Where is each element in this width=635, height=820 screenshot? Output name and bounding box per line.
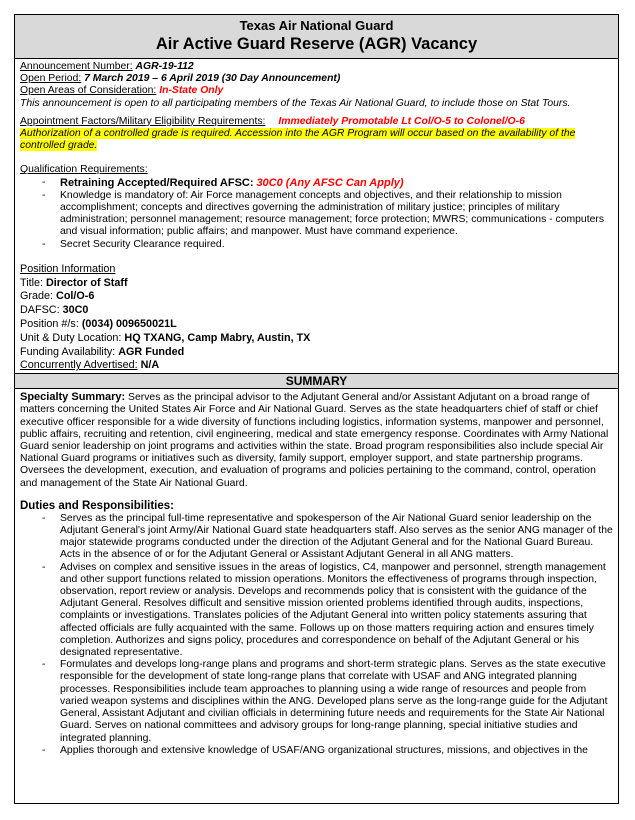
position-concurrent-line (20, 359, 613, 373)
funding-value: AGR Funded (118, 345, 185, 358)
list-item: - Advises on complex and sensitive issues in the areas of logistics, C4, manpower and personnel, strength management and other support functions related to mission operations. Monitors the effectiveness of programs through inspection, observation, report review or analysis. Develops and recommends policy that is consistent with the guidance of the Adjutant General. Resolves difficult and sensitive mission oriented problems identified through audits, inspections, complaints or investigations. Translates policies of the Adjutant General into written policy statements assuring that affected officials are fully acquainted with the same. Follows up on those matters requiring action and ensures timely completion. Authorizes and signs policy, procedures and correspondence on behalf of the Adjutant General or his designated representative. (42, 562, 613, 660)
qualification-list (20, 177, 613, 251)
unit-value: HQ TXANG, Camp Mabry, Austin, TX (124, 331, 311, 344)
specialty-summary (20, 391, 613, 490)
grade-label: Grade: (20, 290, 54, 303)
title-value: Director of Staff (46, 276, 128, 289)
factors-note: Authorization of a controlled grade is required. Accession into the AGR Program will occur based on the availability of the controlled grade. (20, 128, 576, 152)
retraining-label: Retraining Accepted/Required AFSC: (60, 176, 254, 189)
announcement-number-value: AGR-19-112 (135, 61, 194, 72)
position-funding-line (20, 346, 613, 360)
open-period-line (20, 73, 613, 85)
open-areas-value: In-State Only (159, 85, 224, 97)
factors-label: Appointment Factors/Military Eligibility Requirements: (20, 115, 266, 127)
open-areas-label: Open Areas of Consideration: (20, 85, 157, 97)
factors-value: Immediately Promotable Lt Col/O-5 to Colonel/O-6 (278, 115, 525, 127)
list-item: - Serves as the principal full-time representative and spokesperson of the Air National Guard senior leadership on the Adjutant General's joint Army/Air National Guard state headquarters staff. Also serves as the senior ANG manager of the major statewide programs conducted under the direction of the Adjutant General and for the National Guard Bureau. Acts in the absence of or for the Adjutant General or Assistant Adjutant General in all ANG matters. (42, 513, 613, 562)
organization-name: Texas Air National Guard (239, 18, 394, 33)
list-item (42, 177, 613, 190)
factors-note-wrap (20, 128, 613, 152)
position-heading: Position Information (20, 262, 116, 275)
open-period-value: 7 March 2019 – 6 April 2019 (30 Day Announcement) (84, 73, 341, 85)
title-label: Title: (20, 276, 43, 289)
open-areas-note: This announcement is open to all participating members of the Texas Air National Guard, to include those on Stat Tours. (20, 97, 571, 109)
list-item: - Applies thorough and extensive knowledge of USAF/ANG organizational structures, missions, and objectives in the (42, 745, 613, 757)
posnum-label: Position #/s: (20, 318, 79, 331)
qualification-section (15, 164, 618, 250)
concurrent-value: N/A (140, 359, 160, 372)
concurrent-label: Concurrently Advertised: (20, 359, 138, 372)
announcement-number-label: Announcement Number: (20, 61, 133, 72)
dafsc-label: DAFSC: (20, 304, 60, 317)
position-number-line (20, 318, 613, 332)
qualification-heading: Qualification Requirements: (20, 164, 148, 176)
position-unit-line (20, 332, 613, 346)
retraining-value: 30C0 (Any AFSC Can Apply) (256, 176, 404, 189)
factors-line (20, 116, 613, 128)
position-dafsc-line (20, 304, 613, 318)
specialty-text: Serves as the principal advisor to the Adjutant General and/or Assistant Adjutant on a broad range of matters concerning the United States Air Force and Air National Guard. Serves as the state headquarters chief of staff or chief executive officer responsible for a wide diversity of functions including logistics, information systems, manpower and personnel, public affairs, recruiting and retention, civil engineering, medical and state emergency response. Coordinates with Army National Guard senior leadership on joint programs and activities within the state. Broad program responsibilities also include special Air National Guard programs or initiatives such as diversity, family support, employer support, and state partnership programs. Oversees the development, execution, and evaluation of programs and policies pertaining to the command, control, operation and management of the State Air National Guard. (20, 392, 609, 489)
position-section (15, 263, 618, 373)
announcement-section (15, 59, 618, 152)
funding-label: Funding Availability: (20, 345, 116, 358)
grade-value: Col/O-6 (56, 290, 95, 303)
duties-list (20, 513, 613, 757)
position-grade-line (20, 290, 613, 304)
summary-bar: SUMMARY (15, 373, 618, 389)
document-header (15, 15, 618, 59)
list-item: - Formulates and develops long-range plans and programs and short-term strategic plans. Serves as the state executive responsible for the development of state long-range plans that correlate with USAF and ANG integrated planning processes. Responsibilities include team approaches to planning using a wide range of resources and people from varied weapon systems and disciplines within the ANG. Developed plans serve as the long-range guide for the Adjutant General, Assistant Adjutant and civilian officials in determining future needs and requirements for the State Air National Guard. Serves on national committees and advisory groups for long-range planning, special initiative studies and integrated planning. (42, 659, 613, 744)
vacancy-document (14, 14, 619, 804)
unit-label: Unit & Duty Location: (20, 331, 122, 344)
open-areas-line (20, 85, 613, 97)
duties-heading: Duties and Responsibilities: (20, 499, 174, 512)
list-item: - Secret Security Clearance required. (42, 239, 613, 251)
list-item: - Knowledge is mandatory of: Air Force management concepts and objectives, and their relationship to mission accomplishment; concepts and directives governing the administration of military justice; principles of military administration; personnel management; resource management; force protection; MWRS; communications - computers and visual information; public affairs; and manpower. Must have command experience. (42, 190, 613, 239)
summary-section (15, 389, 618, 757)
document-title: Air Active Guard Reserve (AGR) Vacancy (155, 35, 478, 53)
specialty-label: Specialty Summary: (20, 391, 126, 404)
dafsc-value: 30C0 (62, 304, 89, 317)
announcement-number-line (20, 61, 613, 73)
posnum-value: (0034) 009650021L (81, 318, 177, 331)
open-period-label: Open Period: (20, 73, 82, 85)
position-title-line (20, 277, 613, 291)
